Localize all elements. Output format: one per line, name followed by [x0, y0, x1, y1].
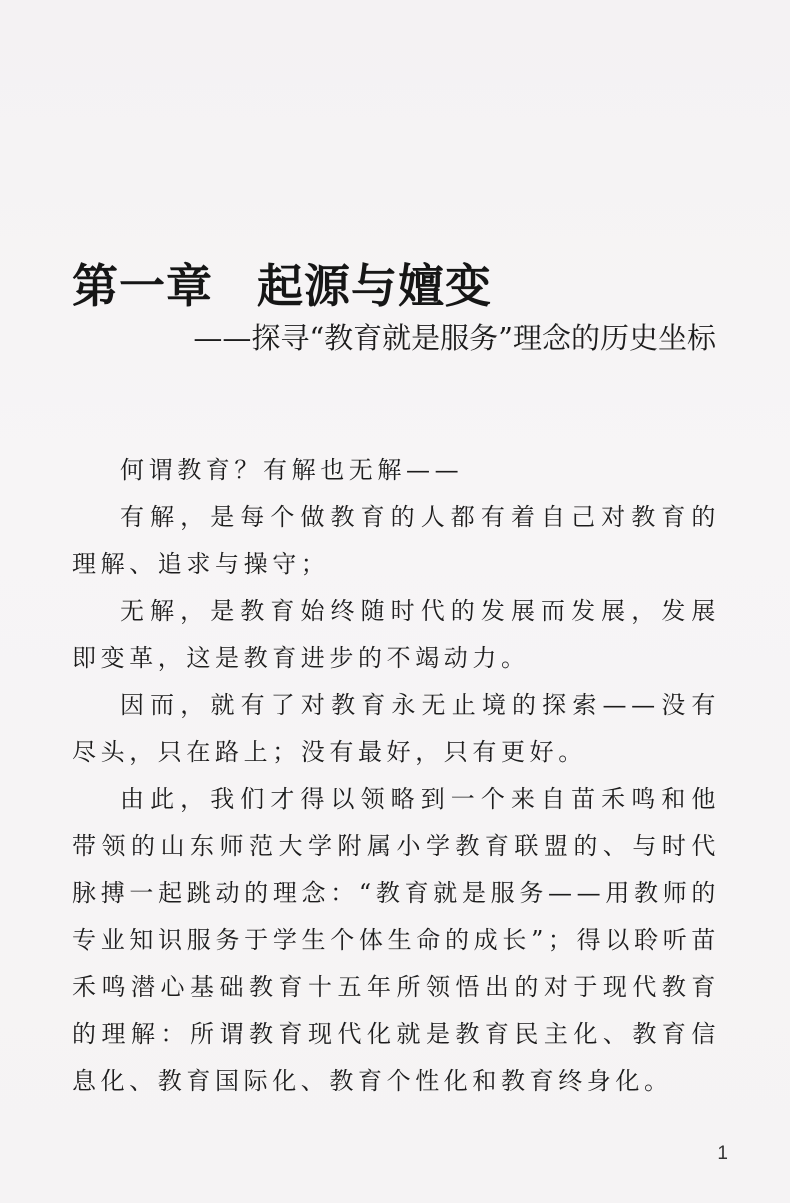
paragraph: 有解，是每个做教育的人都有着自己对教育的理解、追求与操守； [72, 503, 720, 578]
paragraph: 无解，是教育始终随时代的发展而发展，发展即变革，这是教育进步的不竭动力。 [72, 597, 720, 672]
chapter-subtitle: ——探寻“教育就是服务”理念的历史坐标 [193, 321, 716, 355]
chapter-number: 第一章 [72, 259, 213, 313]
paragraph: 因而，就有了对教育永无止境的探索——没有尽头，只在路上；没有最好，只有更好。 [72, 691, 720, 766]
chapter-body [72, 447, 720, 1105]
paragraph: 由此，我们才得以领略到一个来自苗禾鸣和他带领的山东师范大学附属小学教育联盟的、与时代脉搏一起跳动的理念：“教育就是服务——用教师的专业知识服务于学生个体生命的成长”；得以聆听苗禾鸣潜心基础教育十五年所领悟出的对于现代教育的理解：所谓教育现代化就是教育民主化、教育信息化、教育国际化、教育个性化和教育终身化。 [72, 785, 720, 1095]
page-number: 1 [717, 1143, 728, 1164]
chapter-title: 起源与嬗变 [257, 259, 492, 313]
chapter-heading [72, 258, 492, 314]
paragraph: 何谓教育？有解也无解—— [120, 456, 464, 484]
